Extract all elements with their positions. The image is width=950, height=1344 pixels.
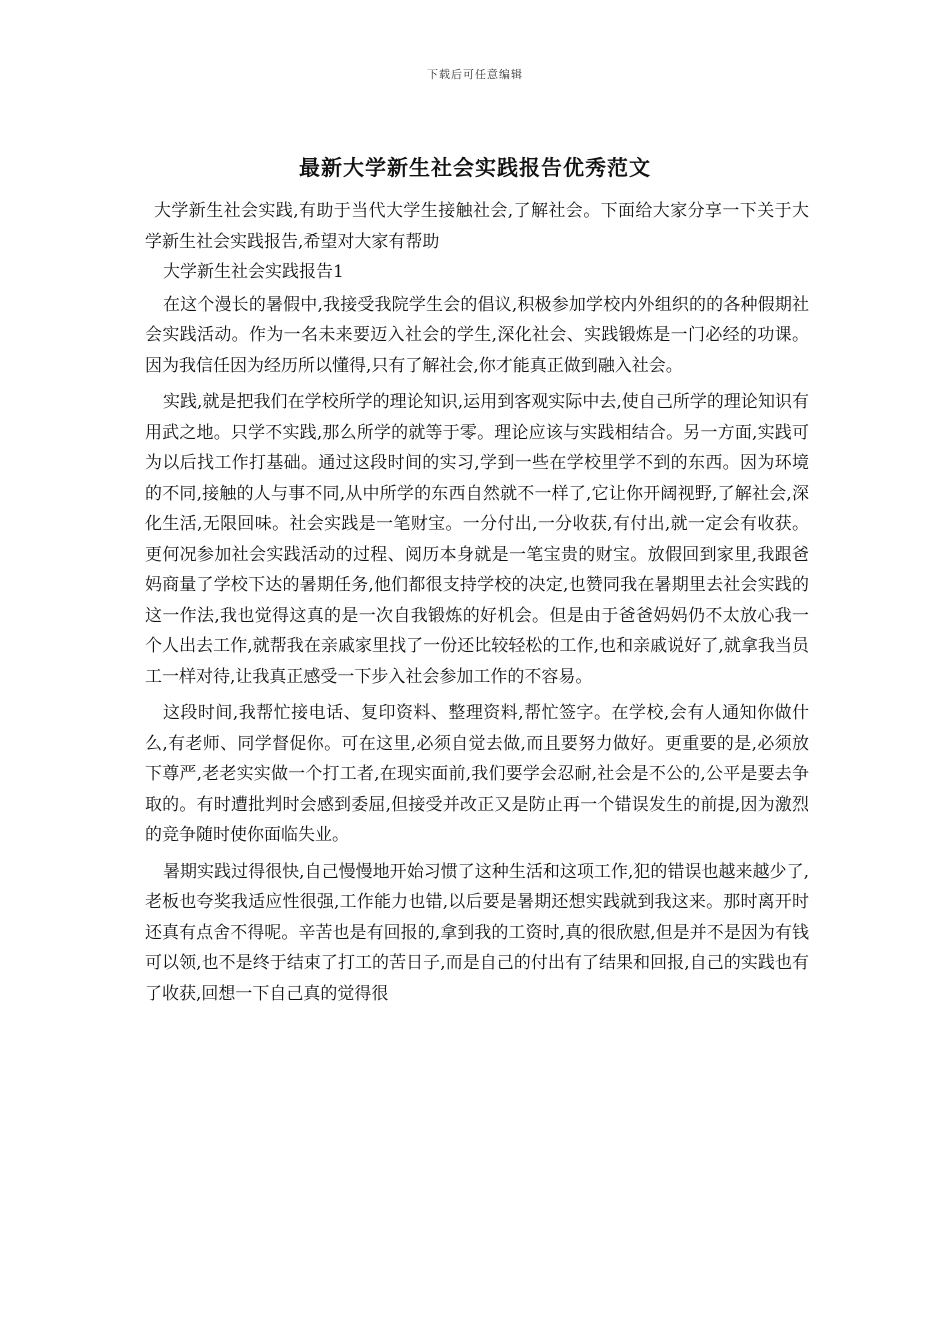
document-title: 最新大学新生社会实践报告优秀范文 xyxy=(299,155,651,180)
section-heading: 大学新生社会实践报告1 xyxy=(163,262,344,282)
intro-paragraph: 大学新生社会实践,有助于当代大学生接触社会,了解社会。下面给大家分享一下关于大学新生社会实践报告,希望对大家有帮助 xyxy=(145,201,809,252)
header-note: 下载后可任意编辑 xyxy=(427,68,523,81)
body-paragraph: 在这个漫长的暑假中,我接受我院学生会的倡议,积极参加学校内外组织的的各种假期社会实践活动。作为一名未来要迈入社会的学生,深化社会、实践锻炼是一门必经的功课。因为我信任因为经历所以懂得,只有了解社会,你才能真正做到融入社会。 xyxy=(145,294,809,376)
document-body xyxy=(145,196,809,1015)
body-paragraph: 实践,就是把我们在学校所学的理论知识,运用到客观实际中去,使自己所学的理论知识有用武之地。只学不实践,那么所学的就等于零。理论应该与实践相结合。另一方面,实践可为以后找工作打基础。通过这段时间的实习,学到一些在学校里学不到的东西。因为环境的不同,接触的人与事不同,从中所学的东西自然就不一样了,它让你开阔视野,了解社会,深化生活,无限回味。社会实践是一笔财宝。一分付出,一分收获,有付出,就一定会有收获。更何况参加社会实践活动的过程、阅历本身就是一笔宝贵的财宝。放假回到家里,我跟爸妈商量了学校下达的暑期任务,他们都很支持学校的决定,也赞同我在暑期里去社会实践的这一作法,我也觉得这真的是一次自我锻炼的好机会。但是由于爸爸妈妈仍不太放心我一个人出去工作,就帮我在亲戚家里找了一份还比较轻松的工作,也和亲戚说好了,就拿我当员工一样对待,让我真正感受一下步入社会参加工作的不容易。 xyxy=(145,392,809,687)
body-paragraph: 这段时间,我帮忙接电话、复印资料、整理资料,帮忙签字。在学校,会有人通知你做什么,有老师、同学督促你。可在这里,必须自觉去做,而且要努力做好。更重要的是,必须放下尊严,老老实实做一个打工者,在现实面前,我们要学会忍耐,社会是不公的,公平是要去争取的。有时遭批判时会感到委屈,但接受并改正又是防止再一个错误发生的前提,因为激烈的竞争随时使你面临失业。 xyxy=(145,703,809,845)
body-paragraph: 暑期实践过得很快,自己慢慢地开始习惯了这种生活和这项工作,犯的错误也越来越少了,老板也夸奖我适应性很强,工作能力也错,以后要是暑期还想实践就到我这来。那时离开时还真有点舍不得呢。辛苦也是有回报的,拿到我的工资时,真的很欣慰,但是并不是因为有钱可以领,也不是终于结束了打工的苦日子,而是自己的付出有了结果和回报,自己的实践也有了收获,回想一下自己真的觉得很 xyxy=(145,861,809,1004)
